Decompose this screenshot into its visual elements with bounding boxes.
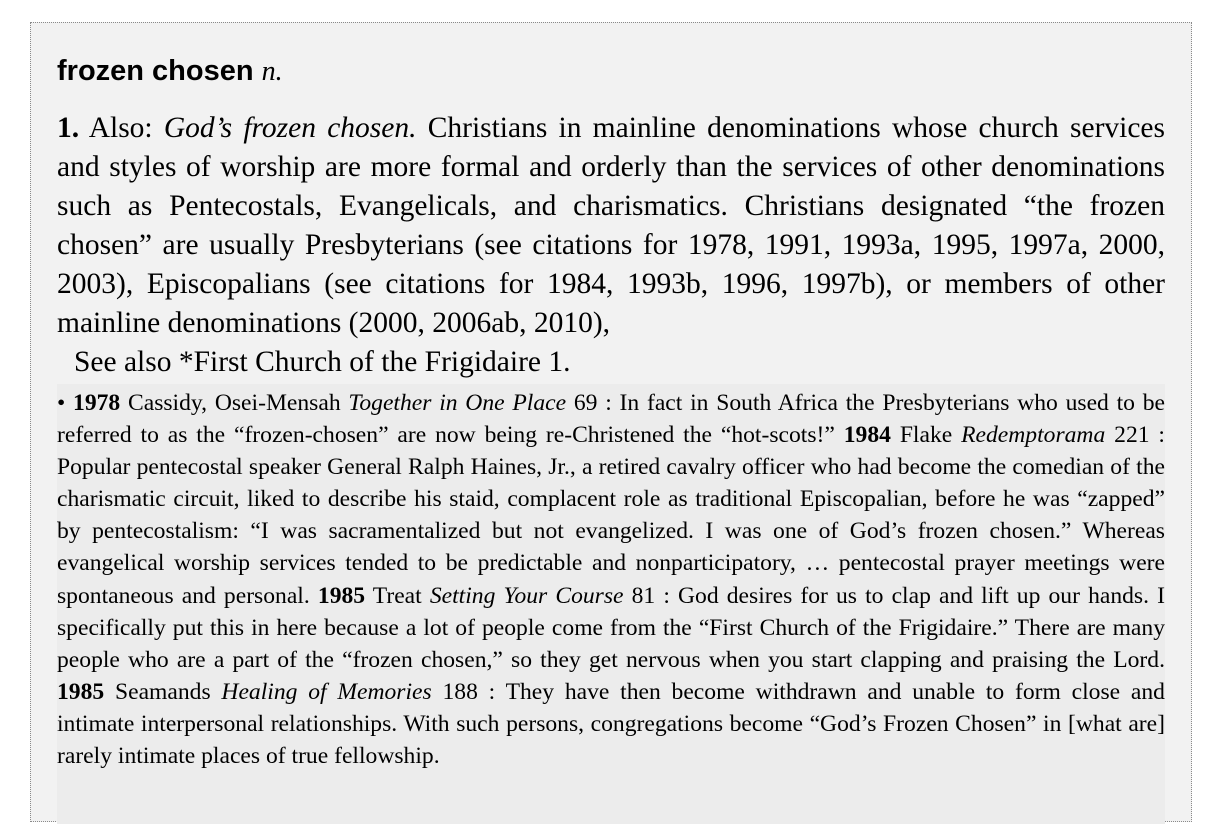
citation-quote: God desires for us to clap and lift up our hands. I specifically put this in here because a lot of people come from the “First Church of the Frigidaire.” There are many people who are a part of the “frozen chosen,” so they get nervous when you start clapping and praising the Lord. <box>57 582 1165 673</box>
citation-quote: In fact in South Africa the Presbyterians who used to be referred to as the “frozen-chosen” are now being re-Christened the “hot-scots!” <box>57 390 1165 449</box>
citation-quote: They have then become withdrawn and unable to form close and intimate interpersonal relationships. With such persons, congregations become “God’s Frozen Chosen” in [what are] rarely intimate places of true fellowship. <box>57 678 1165 770</box>
citations-block <box>57 384 1165 824</box>
citation-year: 1978 <box>73 390 121 416</box>
citation: 1984 Flake Redemptorama 221 : Popular pentecostal speaker General Ralph Haines, Jr., a retired cavalry officer who had become the comedian of the charismatic circuit, liked to describe his staid, complacent role as traditional Episcopalian, before he was “zapped” by pentecostalism: “I was sacramentalized but not evangelized. I was one of God’s frozen chosen.” Whereas evangelical worship services tended to be predictable and nonparticipatory, … pentecostal prayer meetings were spontaneous and personal. <box>57 422 1165 609</box>
citation-author: Treat <box>372 582 422 609</box>
definition-text: Christians in mainline denominations whose church services and styles of worship are more formal and orderly than the services of other denominations such as Pentecostals, Evangelicals, and charismatics. Christians designated “the frozen chosen” are usually Presbyterians (see citations for 1978, 1991, 1993a, 1995, 1997a, 2000, 2003), Episcopalians (see citations for 1984, 1993b, 1996, 1997b), or members of other mainline denominations (2000, 2006ab, 2010), <box>57 112 1166 339</box>
part-of-speech: n. <box>261 56 283 87</box>
citation-title: Redemptorama <box>961 422 1106 449</box>
citation: 1985 Seamands Healing of Memories 188 : They have then become withdrawn and unable to form close and intimate interpersonal relationships. With such persons, congregations become “God’s Frozen Chosen” in [what are] rarely intimate places of true fellowship. <box>57 678 1165 770</box>
citation-author: Cassidy, Osei-Mensah <box>127 390 341 416</box>
headword: frozen chosen <box>57 55 254 87</box>
citation-page: 81 <box>631 582 656 609</box>
citation-page: 188 <box>442 678 478 705</box>
variant-form: God’s frozen chosen. <box>163 112 417 144</box>
citation-title: Setting Your Course <box>429 582 624 609</box>
sense-number: 1. <box>57 112 80 144</box>
citation-quote: Popular pentecostal speaker General Ralph Haines, Jr., a retired cavalry officer who had become the comedian of the charismatic circuit, liked to describe his staid, complacent role as traditional Episcopalian, before he was “zapped” by pentecostalism: “I was sacramentalized but not evangelized. I was one of God’s frozen chosen.” Whereas evangelical worship services tended to be predictable and nonparticipatory, … pentecostal prayer meetings were spontaneous and personal. <box>57 454 1165 609</box>
citation: 1985 Treat Setting Your Course 81 : God desires for us to clap and lift up our hands. I specifically put this in here because a lot of people come from the “First Church of the Frigidaire.” There are many people who are a part of the “frozen chosen,” so they get nervous when you start clapping and praising the Lord. <box>57 582 1165 673</box>
citation-bullet: • <box>57 390 74 416</box>
dictionary-entry <box>30 22 1192 822</box>
citation-year: 1985 <box>57 678 105 705</box>
citation-year: 1985 <box>317 582 366 609</box>
citation-author: Seamands <box>114 678 211 705</box>
citation-author: Flake <box>899 422 953 449</box>
citation-page: 69 <box>573 390 598 416</box>
citation: 1978 Cassidy, Osei-Mensah Together in One Place 69 : In fact in South Africa the Presbyterians who used to be referred to as the “frozen-chosen” are now being re-Christened the “hot-scots!” <box>57 390 1165 449</box>
also-label: Also: <box>88 112 153 144</box>
citation-title: Together in One Place <box>348 390 567 416</box>
sense-definition <box>57 109 1165 343</box>
citation-page: 221 <box>1114 422 1150 449</box>
citation-year: 1984 <box>843 422 891 449</box>
entry-headword-line <box>57 53 283 90</box>
citation-title: Healing of Memories <box>221 678 432 705</box>
see-also-reference: See also *First Church of the Frigidaire 1. <box>74 346 571 378</box>
